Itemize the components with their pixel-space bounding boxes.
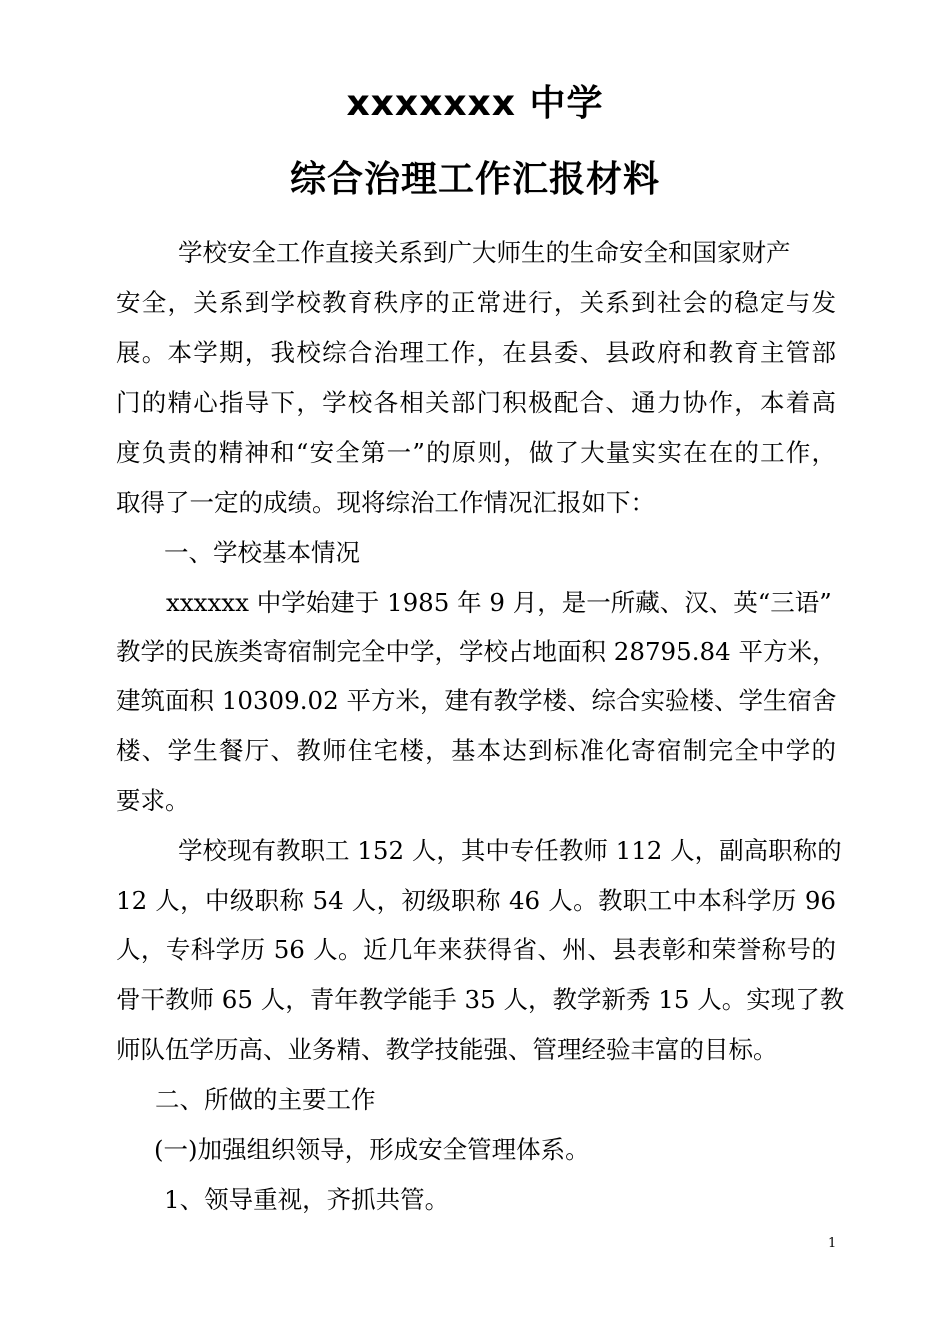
paragraph-line: 学校安全工作直接关系到广大师生的生命安全和国家财产 bbox=[178, 238, 791, 267]
paragraph-line: 取得了一定的成绩。现将综治工作情况汇报如下： bbox=[116, 488, 655, 517]
paragraph-line: 骨干教师 65 人，青年教学能手 35 人，教学新秀 15 人。实现了教 bbox=[116, 985, 845, 1014]
document-title: xxxxxxx 中学 bbox=[346, 83, 604, 124]
paragraph-line: 教学的民族类寄宿制完全中学，学校占地面积 28795.84 平方米， bbox=[116, 637, 837, 666]
section-heading: 二、所做的主要工作 bbox=[155, 1085, 376, 1114]
paragraph-line: 师队伍学历高、业务精、教学技能强、管理经验丰富的目标。 bbox=[116, 1035, 778, 1064]
paragraph-line: 要求。 bbox=[116, 786, 190, 815]
paragraph-line: 建筑面积 10309.02 平方米，建有教学楼、综合实验楼、学生宿舍 bbox=[116, 686, 837, 715]
paragraph-line: 楼、学生餐厅、教师住宅楼，基本达到标准化寄宿制完全中学的 bbox=[116, 736, 836, 765]
paragraph-line: 安全，关系到学校教育秩序的正常进行，关系到社会的稳定与发 bbox=[116, 288, 836, 317]
paragraph-line: 门的精心指导下，学校各相关部门积极配合、通力协作，本着高 bbox=[116, 388, 836, 417]
page-number: 1 bbox=[828, 1236, 837, 1251]
document-subtitle: 综合治理工作汇报材料 bbox=[289, 159, 660, 200]
paragraph-line: xxxxxx 中学始建于 1985 年 9 月，是一所藏、汉、英“三语” bbox=[166, 588, 832, 617]
paragraph-line: 展。本学期，我校综合治理工作，在县委、县政府和教育主管部 bbox=[116, 338, 836, 367]
paragraph-line: 12 人，中级职称 54 人，初级职称 46 人。教职工中本科学历 96 bbox=[116, 886, 836, 915]
paragraph-line: 学校现有教职工 152 人，其中专任教师 112 人，副高职称的 bbox=[178, 836, 842, 865]
paragraph-line: 人，专科学历 56 人。近几年来获得省、州、县表彰和荣誉称号的 bbox=[116, 935, 836, 964]
paragraph-line: 度负责的精神和“安全第一”的原则，做了大量实实在在的工作， bbox=[116, 438, 836, 467]
subsection-heading: 1、领导重视，齐抓共管。 bbox=[164, 1185, 450, 1214]
subsection-heading: (一)加强组织领导，形成安全管理体系。 bbox=[154, 1135, 590, 1164]
section-heading: 一、学校基本情况 bbox=[164, 538, 360, 567]
